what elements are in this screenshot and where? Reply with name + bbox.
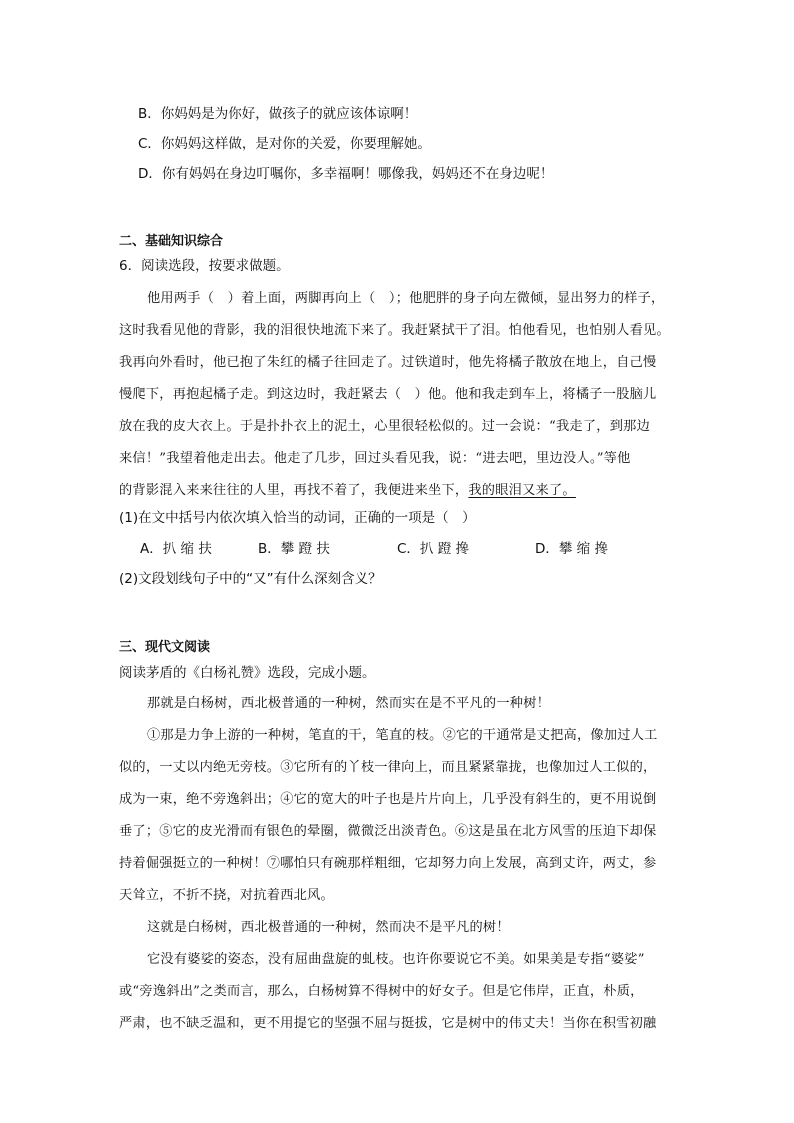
sub-question-2: (2)文段划线句子中的“又”有什么深刻含义？	[119, 571, 382, 587]
passage-line: 天耸立，不折不挠，对抗着西北风。	[119, 888, 334, 903]
passage-line: 他用两手（ ）着上面，两脚再向上（ ）；他肥胖的身子向左微倾，显出努力的样子，	[147, 291, 665, 306]
choice-a: A．扒 缩 扶	[140, 541, 212, 557]
passage-line: 放在我的皮大衣上。于是扑扑衣上的泥土，心里很轻松似的。过一会说：“我走了，到那边	[119, 419, 651, 434]
passage-line: ①那是力争上游的一种树，笔直的干，笔直的枝。②它的干通常是丈把高，像加过人工	[147, 728, 658, 743]
option-d: D．你有妈妈在身边叮嘱你，多幸福啊！哪像我，妈妈还不在身边呢！	[138, 166, 554, 182]
sub-question-1: (1)在文中括号内依次填入恰当的动词，正确的一项是（ ）	[119, 510, 476, 526]
passage-line: 或“旁逸斜出”之类而言，那么，白杨树算不得树中的好女子。但是它伟岸，正直，朴质，	[119, 984, 644, 999]
passage-text: 的背影混入来来往往的人里，再找不着了，我便进来坐下，	[119, 483, 469, 498]
reading-intro: 阅读茅盾的《白杨礼赞》选段，完成小题。	[119, 665, 376, 681]
choice-d: D．攀 缩 搀	[535, 541, 608, 557]
passage-line: 来信！”我望着他走出去。他走了几步，回过头看见我，说：“进去吧，里边没人。”等他	[119, 451, 631, 466]
option-b: B．你妈妈是为你好，做孩子的就应该体谅啊！	[138, 106, 418, 122]
choice-c: C．扒 蹬 搀	[397, 541, 470, 557]
question-6: 6．阅读选段，按要求做题。	[119, 258, 290, 274]
passage-line: 持着倔强挺立的一种树！⑦哪怕只有碗那样粗细，它却努力向上发展，高到丈许，两丈，参	[119, 856, 657, 871]
passage-line: 这时我看见他的背影，我的泪很快地流下来了。我赶紧拭干了泪。怕他看见，也怕别人看见。	[119, 323, 670, 338]
passage-line: 似的，一丈以内绝无旁枝。③它所有的丫枝一律向上，而且紧紧靠拢，也像加过人工似的，	[119, 760, 657, 775]
passage-line: 它没有婆娑的姿态，没有屈曲盘旋的虬枝。也许你要说它不美。如果美是专指“婆娑”	[147, 952, 645, 967]
passage-line: 严肃，也不缺乏温和，更不用提它的坚强不屈与挺拔，它是树中的伟丈夫！当你在积雪初融	[119, 1016, 657, 1031]
passage-line: 这就是白杨树，西北极普通的一种树，然而决不是平凡的树！	[147, 920, 510, 935]
section2-heading: 二、基础知识综合	[119, 234, 224, 249]
underlined-sentence: 我的眼泪又来了。	[468, 483, 576, 498]
passage-line: 那就是白杨树，西北极普通的一种树，然而实在是不平凡的一种树！	[147, 696, 551, 711]
passage-line-last	[119, 481, 576, 501]
section3-heading: 三、现代文阅读	[119, 640, 211, 655]
choice-b: B．攀 蹬 扶	[258, 541, 330, 557]
option-c: C．你妈妈这样做，是对你的关爱，你要理解她。	[138, 136, 431, 152]
passage-line: 垂了；⑤它的皮光滑而有银色的晕圈，微微泛出淡青色。⑥这是虽在北方风雪的压迫下却保	[119, 824, 657, 839]
passage-line: 慢爬下，再抱起橘子走。到这边时，我赶紧去（ ）他。他和我走到车上，将橘子一股脑儿	[119, 387, 657, 402]
passage-line: 成为一束，绝不旁逸斜出；④它的宽大的叶子也是片片向上，几乎没有斜生的，更不用说倒	[119, 792, 657, 807]
passage-line: 我再向外看时，他已抱了朱红的橘子往回走了。过铁道时，他先将橘子散放在地上，自己慢	[119, 355, 657, 370]
